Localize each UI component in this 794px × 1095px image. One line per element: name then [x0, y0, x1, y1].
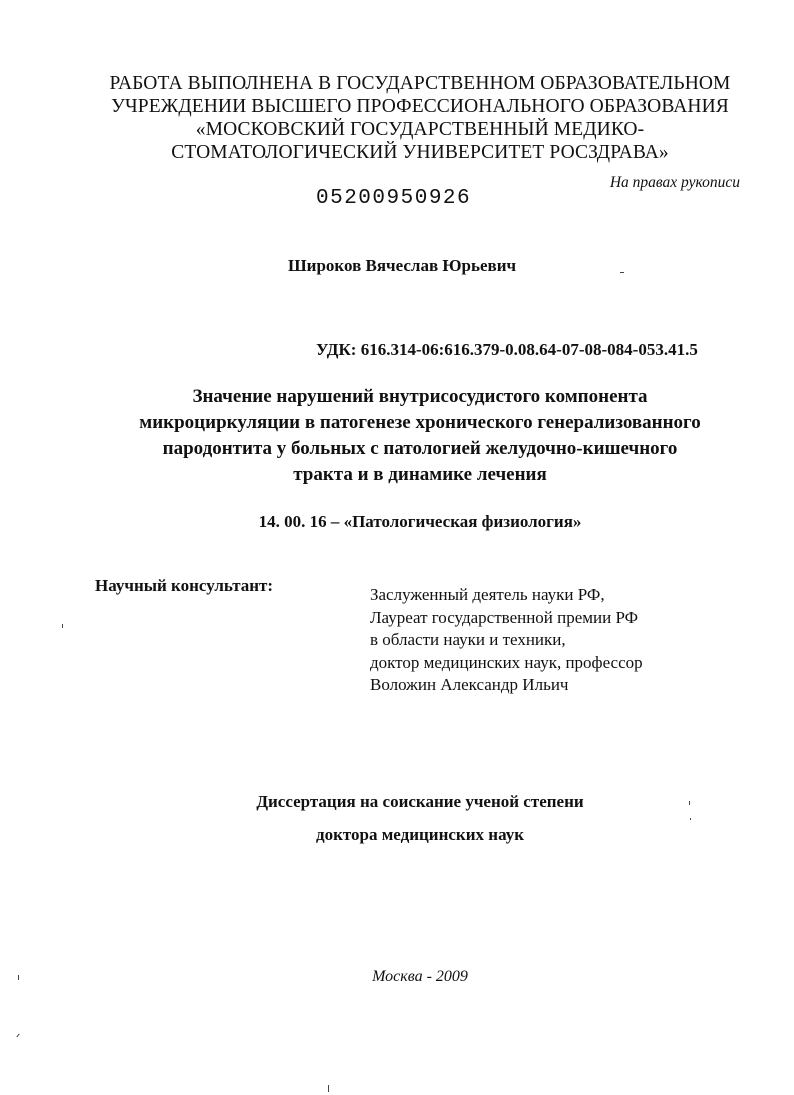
consultant-line-4: доктор медицинских наук, профессор: [370, 652, 643, 672]
scan-speck: [689, 801, 690, 805]
consultant-name: Воложин Александр Ильич: [370, 675, 569, 694]
consultant-line-1: Заслуженный деятель науки РФ,: [370, 585, 605, 604]
consultant-label: Научный консультант:: [95, 576, 274, 595]
dissertation-title: [60, 384, 780, 488]
consultant-line-3: в области науки и техники,: [370, 630, 566, 649]
institution-line-3: «МОСКОВСКИЙ ГОСУДАРСТВЕННЫЙ МЕДИКО-: [195, 119, 645, 140]
title-line-2: микроциркуляции в патогенезе хронического генерализованного: [139, 412, 701, 433]
scan-speck: [690, 818, 691, 820]
udk-code: УДК: 616.314-06:616.379-0.08.64-07-08-084-053.41.5: [316, 340, 698, 359]
scan-speck: [16, 1034, 19, 1038]
degree-line-1: Диссертация на соискание ученой степени: [256, 792, 584, 811]
institution-header: [60, 72, 780, 164]
city-year: Москва - 2009: [372, 968, 468, 985]
title-line-1: Значение нарушений внутрисосудистого компонента: [192, 386, 648, 407]
degree-line-2: доктора медицинских наук: [315, 825, 525, 844]
consultant-info: [370, 584, 643, 697]
rights-note: На правах рукописи: [609, 174, 740, 191]
consultant-line-2: Лауреат государственной премии РФ: [370, 607, 639, 627]
specialty: 14. 00. 16 – «Патологическая физиология»: [258, 512, 582, 531]
scan-speck: [18, 975, 19, 980]
institution-line-4: СТОМАТОЛОГИЧЕСКИЙ УНИВЕРСИТЕТ РОСЗДРАВА»: [171, 142, 669, 163]
author-name: Широков Вячеслав Юрьевич: [288, 256, 517, 275]
title-line-3: пародонтита у больных с патологией желудочно-кишечного: [162, 438, 678, 459]
title-line-4: тракта и в динамике лечения: [293, 464, 547, 485]
scan-speck: [62, 624, 63, 628]
scan-speck: [328, 1085, 329, 1092]
institution-line-1: РАБОТА ВЫПОЛНЕНА В ГОСУДАРСТВЕННОМ ОБРАЗОВАТЕЛЬНОМ: [109, 73, 731, 94]
scan-speck: [620, 272, 624, 273]
stamp-code: 05200950926: [316, 187, 472, 210]
institution-line-2: УЧРЕЖДЕНИИ ВЫСШЕГО ПРОФЕССИОНАЛЬНОГО ОБРАЗОВАНИЯ: [111, 96, 729, 117]
